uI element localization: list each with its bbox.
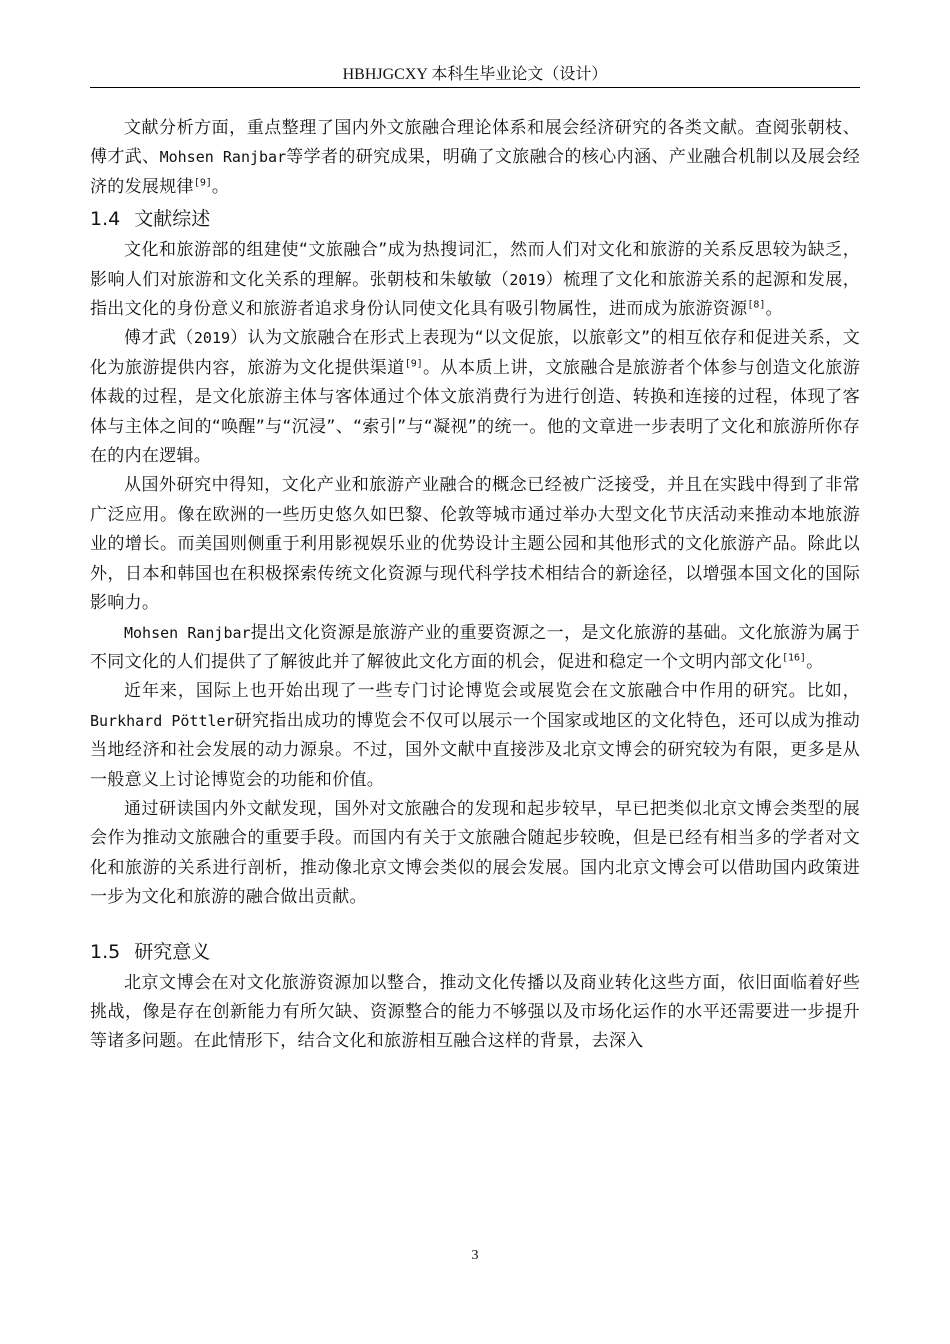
intro-paragraph [90,114,860,202]
review-paragraph-1 [90,236,860,324]
text-span: 从国外研究中得知，文化产业和旅游产业融合的概念已经被广泛接受，并且在实践中得到了非常广泛应用。像在欧洲的一些历史悠久如巴黎、伦敦等城市通过举办大型文化节庆活动来推动本地旅游业的增长。而美国则侧重于利用影视娱乐业的优势设计主题公园和其他形式的文化旅游产品。除此以外，日本和韩国也在积极探索传统文化资源与现代科学技术相结合的新途径，以增强本国文化的国际影响力。 [90,475,860,614]
citation-ref: [8] [747,299,766,311]
text-span: 北京文博会在对文化旅游资源加以整合，推动文化传播以及商业转化这些方面，依旧面临着好些挑战，像是存在创新能力有所欠缺、资源整合的能力不够强以及市场化运作的水平还需要进一步提升等诸多问题。在此情形下，结合文化和旅游相互融合这样的背景，去深入 [90,972,860,1052]
section-title: 研究意义 [134,940,211,963]
page-number: 3 [471,1248,479,1263]
citation-ref: [9] [404,358,423,370]
section-number: 1.5 [90,940,121,963]
document-body [90,114,860,1057]
text-span: ）认为文旅融合在形式上表现为“以文促旅，以旅彰文”的相互依存和促进关系，文化为旅游提供内容，旅游为文化提供渠道 [90,328,861,378]
text-span: ）梳理了文化和旅游关系的起源和发展，指出文化的身份意义和旅游者追求身份认同使文化具有吸引物属性，进而成为旅游资源 [90,269,860,320]
review-paragraph-6 [90,795,860,913]
text-span: 傅才武（ [124,328,194,349]
page-header: HBHJGCXY 本科生毕业论文（设计） [342,66,608,83]
author-name: Mohsen Ranjbar [124,623,251,642]
text-span: 文献分析方面，重点整理了国内外文旅融合理论体系和展会经济研究的各类文献。查阅张朝枝、傅才武、 [90,118,860,168]
review-paragraph-3 [90,471,860,618]
section-heading-1-5 [90,935,860,969]
author-name: Burkhard Pöttler [90,711,235,730]
text-span: 。 [765,299,783,320]
section-spacer [90,913,860,935]
text-span: 提出文化资源是旅游产业的重要资源之一，是文化旅游的基础。文化旅游为属于不同文化的人们提供了了解彼此并了解彼此文化方面的机会，促进和稳定一个文明内部文化 [90,622,860,672]
text-span: 。从本质上讲，文旅融合是旅游者个体参与创造文化旅游体裁的过程，是文化旅游主体与客体通过个体文旅消费行为进行创造、转换和连接的过程，体现了客体与主体之间的“唤醒”与“沉浸”、“索引”与“凝视”的统一。他的文章进一步表明了文化和旅游所你存在的内在逻辑。 [90,357,860,467]
text-span: 研究指出成功的博览会不仅可以展示一个国家或地区的文化特色，还可以成为推动当地经济和社会发展的动力源泉。不过，国外文献中直接涉及北京文博会的研究较为有限，更多是从一般意义上讨论博览会的功能和价值。 [90,710,860,790]
text-span: 文化和旅游部的组建使“文旅融合”成为热搜词汇，然而人们对文化和旅游的关系反思较为缺乏，影响人们对旅游和文化关系的理解。张朝枝和朱敏敏（ [90,240,860,290]
year: 2019 [509,270,546,289]
text-span: 近年来，国际上也开始出现了一些专门讨论博览会或展览会在文旅融合中作用的研究。比如， [124,681,860,702]
header-divider [90,87,860,88]
section-number: 1.4 [90,208,121,231]
year: 2019 [193,329,231,348]
text-span: 。 [211,176,230,197]
review-paragraph-5 [90,677,860,795]
text-span: 通过研读国内外文献发现，国外对文旅融合的发现和起步较早，早已把类似北京文博会类型的展会作为推动文旅融合的重要手段。而国内有关于文旅融合随起步较晚，但是已经有相当多的学者对文化和旅游的关系进行剖析，推动像北京文博会类似的展会发展。国内北京文博会可以借助国内政策进一步为文化和旅游的融合做出贡献。 [90,798,860,908]
citation-ref: [9] [193,177,212,189]
text-span: 等学者的研究成果，明确了文旅融合的核心内涵、产业融合机制以及展会经济的发展规律 [90,147,861,197]
citation-ref: [16] [782,652,807,664]
text-span: 。 [806,651,824,672]
section-title: 文献综述 [134,208,211,231]
significance-paragraph-1 [90,969,860,1057]
section-heading-1-4 [90,202,860,236]
review-paragraph-4 [90,619,860,678]
review-paragraph-2 [90,324,860,471]
author-name: Mohsen Ranjbar [159,148,287,167]
